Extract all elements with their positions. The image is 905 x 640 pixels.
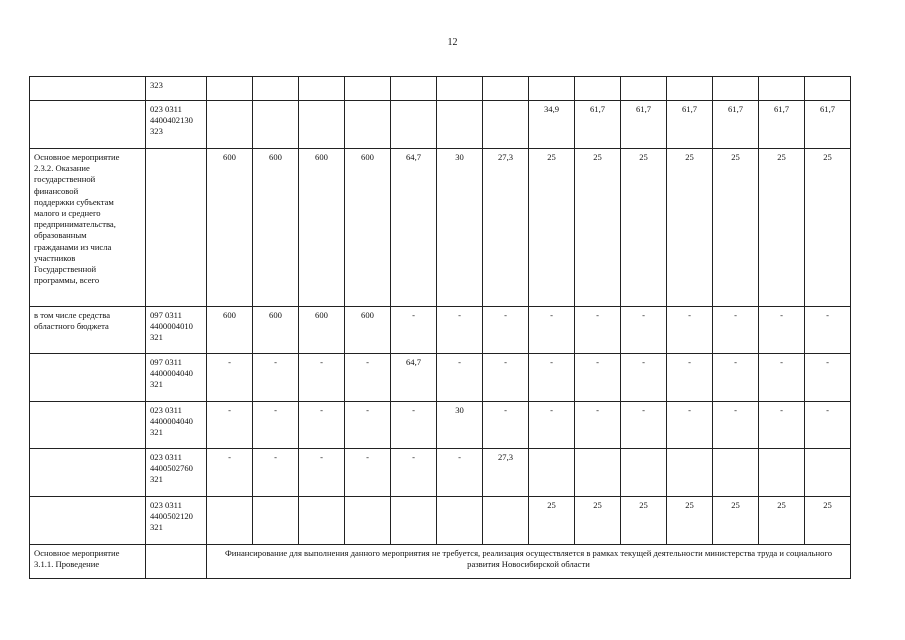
value-cell <box>759 77 805 101</box>
table-row <box>30 354 851 402</box>
value-cell: 61,7 <box>759 101 805 149</box>
value-cell <box>253 497 299 545</box>
value-cell: 27,3 <box>483 449 529 497</box>
row-budget-code: 097 0311 4400004040 321 <box>146 354 207 402</box>
value-cell: - <box>759 402 805 449</box>
value-cell <box>391 497 437 545</box>
value-cell <box>207 77 253 101</box>
value-cell <box>207 101 253 149</box>
value-cell: - <box>299 402 345 449</box>
row-description <box>30 497 146 545</box>
value-cell: 25 <box>667 149 713 307</box>
value-cell <box>345 497 391 545</box>
value-cell: - <box>345 402 391 449</box>
value-cell <box>805 77 851 101</box>
value-cell: - <box>529 354 575 402</box>
value-cell: - <box>575 307 621 354</box>
value-cell: - <box>253 402 299 449</box>
value-cell: 61,7 <box>667 101 713 149</box>
value-cell <box>713 449 759 497</box>
table-row <box>30 449 851 497</box>
value-cell <box>667 77 713 101</box>
financing-note: Финансирование для выполнения данного мероприятия не требуется, реализация осуществляется в рамках текущей деятельности министерства труда и социального развития Новосибирской области <box>207 545 851 579</box>
value-cell: 600 <box>253 307 299 354</box>
value-cell: 25 <box>529 497 575 545</box>
row-description: Основное мероприятие 2.3.2. Оказание государственной финансовой поддержки субъектам малого и среднего предпринимательства, образованным гражданами из числа участников Государственной программы, всего <box>30 149 146 307</box>
value-cell: 600 <box>345 149 391 307</box>
value-cell <box>437 101 483 149</box>
value-cell: - <box>805 402 851 449</box>
value-cell: 25 <box>667 497 713 545</box>
row-budget-code <box>146 149 207 307</box>
value-cell <box>529 449 575 497</box>
value-cell: 600 <box>207 307 253 354</box>
value-cell <box>621 77 667 101</box>
row-description <box>30 77 146 101</box>
value-cell <box>437 77 483 101</box>
value-cell: - <box>253 449 299 497</box>
value-cell <box>345 101 391 149</box>
value-cell: 30 <box>437 402 483 449</box>
row-description: Основное мероприятие 3.1.1. Проведение <box>30 545 146 579</box>
value-cell: - <box>621 354 667 402</box>
value-cell: - <box>345 449 391 497</box>
row-budget-code: 023 0311 4400502760 321 <box>146 449 207 497</box>
value-cell: - <box>667 402 713 449</box>
table-row <box>30 545 851 579</box>
value-cell <box>759 449 805 497</box>
row-budget-code <box>146 545 207 579</box>
value-cell: - <box>575 402 621 449</box>
value-cell <box>207 497 253 545</box>
table-row <box>30 77 851 101</box>
row-budget-code: 023 0311 4400402130 323 <box>146 101 207 149</box>
value-cell: 25 <box>713 497 759 545</box>
value-cell: 25 <box>713 149 759 307</box>
value-cell: - <box>805 307 851 354</box>
value-cell: 34,9 <box>529 101 575 149</box>
value-cell: 600 <box>207 149 253 307</box>
value-cell <box>575 77 621 101</box>
value-cell <box>437 497 483 545</box>
table-row <box>30 101 851 149</box>
row-budget-code: 023 0311 4400004040 321 <box>146 402 207 449</box>
value-cell <box>299 101 345 149</box>
row-budget-code: 323 <box>146 77 207 101</box>
value-cell <box>621 449 667 497</box>
value-cell: 61,7 <box>621 101 667 149</box>
row-description <box>30 101 146 149</box>
value-cell: - <box>759 307 805 354</box>
value-cell: 61,7 <box>575 101 621 149</box>
row-description <box>30 354 146 402</box>
value-cell: 600 <box>253 149 299 307</box>
value-cell: - <box>437 449 483 497</box>
value-cell: - <box>667 354 713 402</box>
value-cell: 30 <box>437 149 483 307</box>
value-cell: - <box>575 354 621 402</box>
table-row <box>30 149 851 307</box>
row-budget-code: 097 0311 4400004010 321 <box>146 307 207 354</box>
row-description <box>30 402 146 449</box>
value-cell: - <box>483 354 529 402</box>
value-cell <box>667 449 713 497</box>
value-cell: - <box>805 354 851 402</box>
value-cell <box>713 77 759 101</box>
value-cell: 61,7 <box>805 101 851 149</box>
value-cell <box>529 77 575 101</box>
value-cell <box>391 101 437 149</box>
value-cell: 25 <box>575 497 621 545</box>
value-cell: - <box>483 307 529 354</box>
value-cell: - <box>713 354 759 402</box>
value-cell: - <box>299 449 345 497</box>
value-cell: - <box>207 449 253 497</box>
table-row <box>30 497 851 545</box>
value-cell <box>483 101 529 149</box>
value-cell: 25 <box>621 149 667 307</box>
table-row <box>30 307 851 354</box>
value-cell: 25 <box>575 149 621 307</box>
page-number: 12 <box>447 37 458 48</box>
value-cell <box>483 77 529 101</box>
value-cell: 64,7 <box>391 354 437 402</box>
value-cell: 25 <box>621 497 667 545</box>
value-cell: - <box>483 402 529 449</box>
row-budget-code: 023 0311 4400502120 321 <box>146 497 207 545</box>
value-cell: - <box>529 307 575 354</box>
row-description <box>30 449 146 497</box>
row-description: в том числе средства областного бюджета <box>30 307 146 354</box>
table-row <box>30 402 851 449</box>
value-cell <box>299 77 345 101</box>
value-cell: 64,7 <box>391 149 437 307</box>
value-cell: 27,3 <box>483 149 529 307</box>
value-cell: - <box>391 402 437 449</box>
value-cell: - <box>391 449 437 497</box>
value-cell: 61,7 <box>713 101 759 149</box>
value-cell: - <box>207 402 253 449</box>
table-body <box>30 77 851 579</box>
value-cell: - <box>437 354 483 402</box>
value-cell: 600 <box>299 307 345 354</box>
value-cell: 25 <box>529 149 575 307</box>
value-cell: 25 <box>805 149 851 307</box>
value-cell <box>483 497 529 545</box>
value-cell: 25 <box>759 149 805 307</box>
value-cell: - <box>713 402 759 449</box>
value-cell <box>253 101 299 149</box>
value-cell: - <box>207 354 253 402</box>
value-cell: 25 <box>805 497 851 545</box>
value-cell: 25 <box>759 497 805 545</box>
value-cell: - <box>437 307 483 354</box>
value-cell: 600 <box>299 149 345 307</box>
value-cell: - <box>667 307 713 354</box>
value-cell <box>253 77 299 101</box>
value-cell <box>575 449 621 497</box>
value-cell: - <box>759 354 805 402</box>
budget-table <box>29 76 851 579</box>
value-cell <box>299 497 345 545</box>
value-cell: - <box>713 307 759 354</box>
value-cell: 600 <box>345 307 391 354</box>
value-cell: - <box>529 402 575 449</box>
value-cell: - <box>621 402 667 449</box>
value-cell: - <box>391 307 437 354</box>
value-cell <box>391 77 437 101</box>
value-cell <box>805 449 851 497</box>
value-cell: - <box>299 354 345 402</box>
value-cell <box>345 77 391 101</box>
value-cell: - <box>621 307 667 354</box>
value-cell: - <box>253 354 299 402</box>
value-cell: - <box>345 354 391 402</box>
